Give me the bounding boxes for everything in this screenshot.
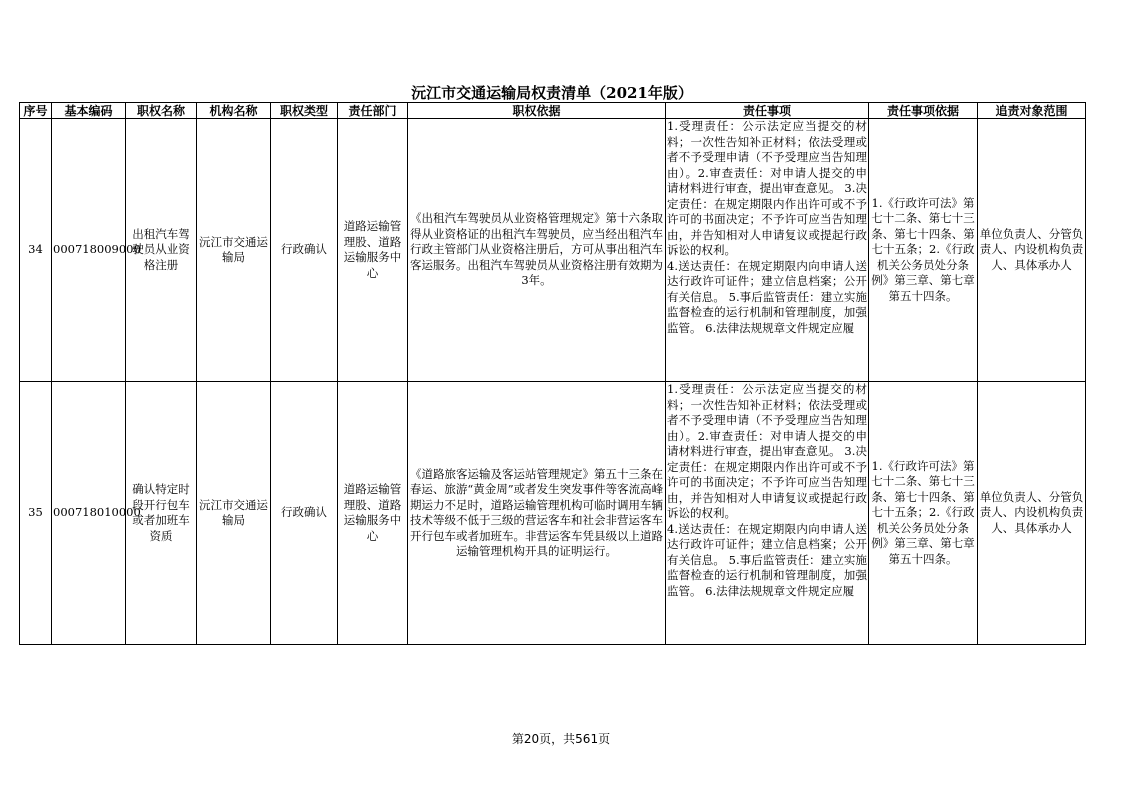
document-title: 沅江市交通运输局权责清单（2021年版） [411,84,693,102]
cell-org: 沅江市交通运输局 [197,119,271,382]
header-duty: 责任事项 [666,103,869,119]
cell-type: 行政确认 [271,119,338,382]
cell-code: 000718010000 [52,382,126,645]
header-basis: 职权依据 [408,103,666,119]
cell-duty [666,382,869,645]
cell-code: 000718009000 [52,119,126,382]
cell-dept: 道路运输管理股、道路运输服务中心 [338,382,408,645]
cell-org: 沅江市交通运输局 [197,382,271,645]
cell-duty [666,119,869,382]
cell-scope: 单位负责人、分管负责人、内设机构负责人、具体承办人 [978,119,1086,382]
cell-duty-text: 1.受理责任：公示法定应当提交的材料；一次性告知补正材料；依法受理或者不予受理申请（不予受理应当告知理由）。2.审查责任：对申请人提交的申请材料进行审查，提出审查意见。 3.决定责任：在规定期限内作出许可或不予许可的书面决定；不予许可应当告知理由，并告知相对人申请复议或提起行政诉讼的权利。 4.送达责任：在规定期限内向申请人送达行政许可证件；建立信息档案；公开有关信息。 5.事后监管责任：建立实施监督检查的运行机制和管理制度，加强监管。 6.法律法规规章文件规定应履 [667,119,867,335]
cell-scope: 单位负责人、分管负责人、内设机构负责人、具体承办人 [978,382,1086,645]
header-type: 职权类型 [271,103,338,119]
header-scope: 追责对象范围 [978,103,1086,119]
cell-name: 确认特定时段开行包车或者加班车资质 [126,382,197,645]
table-header-row [20,103,1086,119]
cell-seq: 35 [20,382,52,645]
header-org: 机构名称 [197,103,271,119]
cell-dept: 道路运输管理股、道路运输服务中心 [338,119,408,382]
cell-duty-basis: 1.《行政许可法》第七十二条、第七十三条、第七十四条、第七十五条；2.《行政机关公务员处分条例》第三章、第七章第五十四条。 [869,119,978,382]
cell-basis: 《出租汽车驾驶员从业资格管理规定》第十六条取得从业资格证的出租汽车驾驶员，应当经出租汽车行政主管部门从业资格注册后，方可从事出租汽车客运服务。出租汽车驾驶员从业资格注册有效期为3年。 [408,119,666,382]
table-row [20,382,1086,645]
cell-seq: 34 [20,119,52,382]
cell-type: 行政确认 [271,382,338,645]
responsibility-table [19,102,1086,645]
header-dept: 责任部门 [338,103,408,119]
cell-duty-text: 1.受理责任：公示法定应当提交的材料；一次性告知补正材料；依法受理或者不予受理申请（不予受理应当告知理由）。2.审查责任：对申请人提交的申请材料进行审查，提出审查意见。 3.决定责任：在规定期限内作出许可或不予许可的书面决定；不予许可应当告知理由，并告知相对人申请复议或提起行政诉讼的权利。 4.送达责任：在规定期限内向申请人送达行政许可证件；建立信息档案；公开有关信息。 5.事后监管责任：建立实施监督检查的运行机制和管理制度，加强监管。 6.法律法规规章文件规定应履 [667,382,867,598]
page-footer: 第20页，共561页 [511,732,611,746]
cell-basis: 《道路旅客运输及客运站管理规定》第五十三条在春运、旅游“黄金周”或者发生突发事件等客流高峰期运力不足时，道路运输管理机构可临时调用车辆技术等级不低于三级的营运客车和社会非营运客车开行包车或者加班车。非营运客车凭县级以上道路运输管理机构开具的证明运行。 [408,382,666,645]
header-duty-basis: 责任事项依据 [869,103,978,119]
table-row [20,119,1086,382]
header-code: 基本编码 [52,103,126,119]
cell-name: 出租汽车驾驶员从业资格注册 [126,119,197,382]
cell-duty-basis: 1.《行政许可法》第七十二条、第七十三条、第七十四条、第七十五条；2.《行政机关公务员处分条例》第三章、第七章第五十四条。 [869,382,978,645]
header-seq: 序号 [20,103,52,119]
header-name: 职权名称 [126,103,197,119]
